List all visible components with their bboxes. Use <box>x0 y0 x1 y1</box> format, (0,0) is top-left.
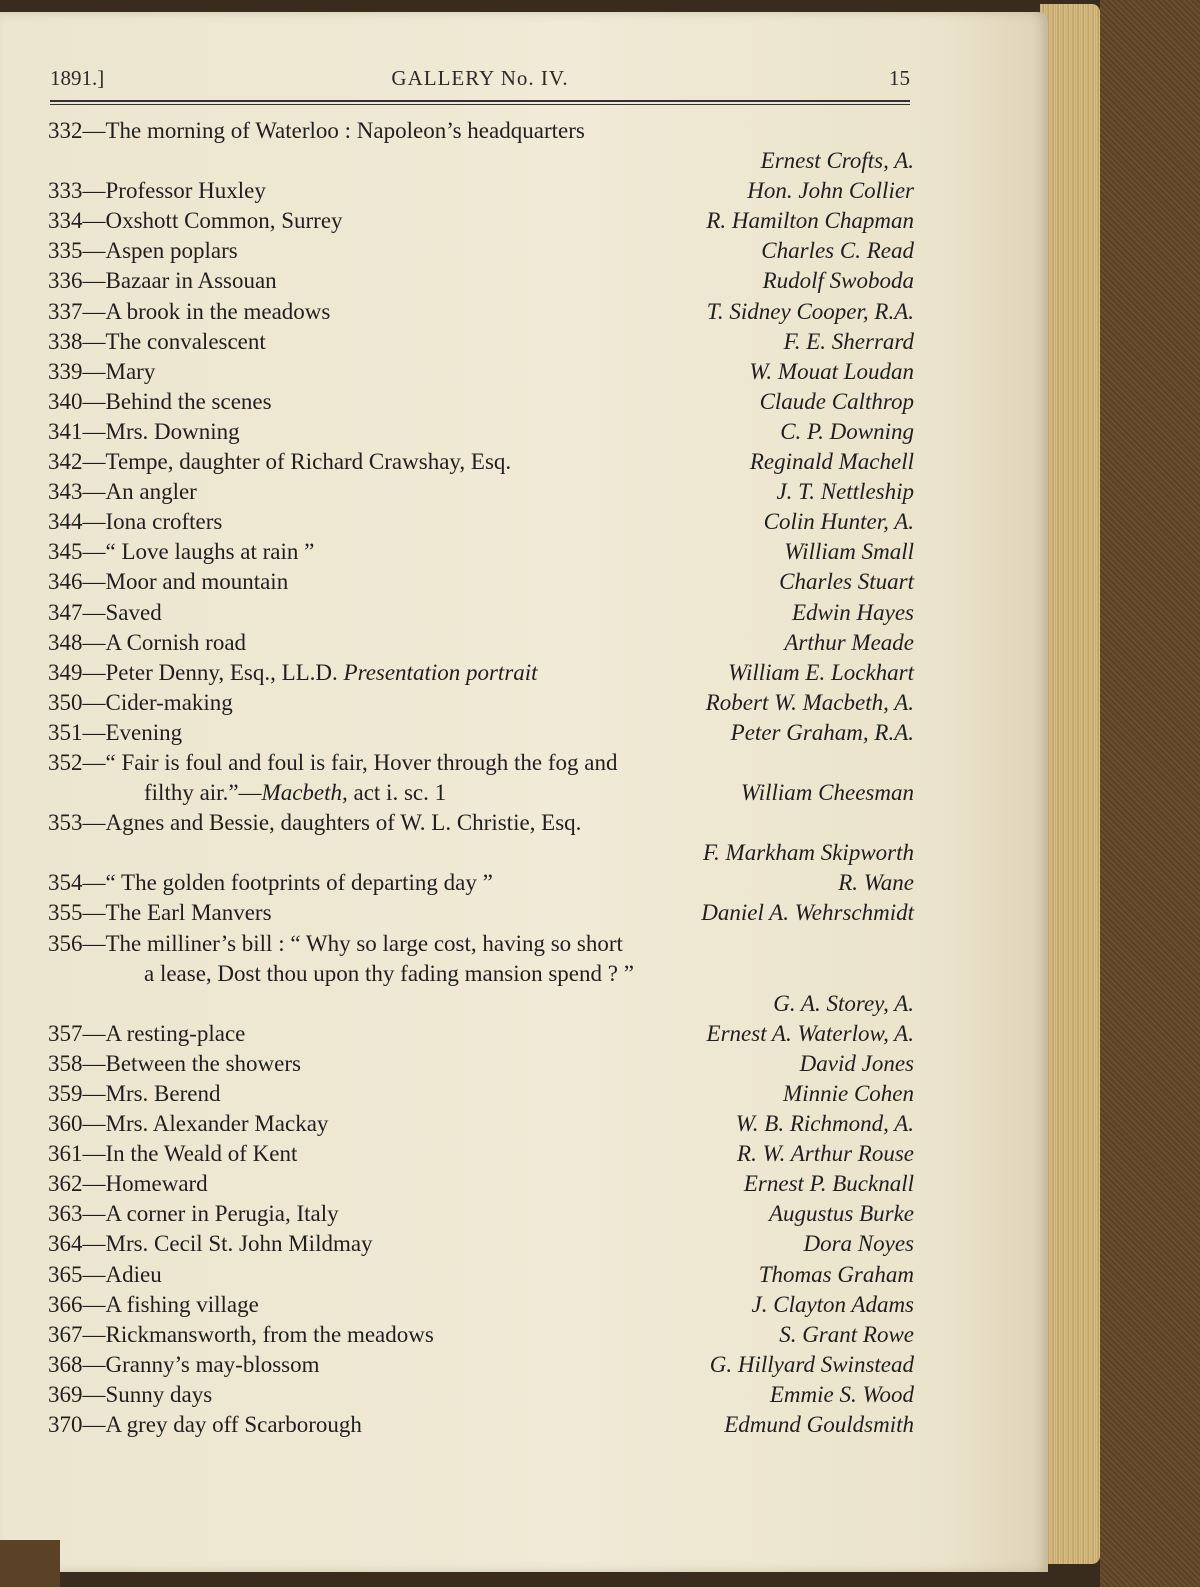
entry-title-text: Mrs. Alexander Mackay <box>105 1111 329 1137</box>
entry-number: 351 <box>48 719 83 745</box>
entry-title: 342—Tempe, daughter of Richard Crawshay, Esq. <box>48 449 512 475</box>
entry-title-part: a lease, Dost thou upon thy fading mansion spend ? ” <box>144 960 634 986</box>
entry-line <box>48 1199 914 1229</box>
entry-title-text: Mary <box>105 358 156 384</box>
entry-note: Presentation portrait <box>343 659 538 685</box>
entry-line <box>48 748 914 778</box>
entry-artist: David Jones <box>799 1050 914 1076</box>
entry-line <box>48 868 914 898</box>
entry-artist: Charles Stuart <box>779 569 914 595</box>
catalogue-entry <box>48 1350 914 1380</box>
catalogue-entry <box>48 567 914 597</box>
entry-title-continued <box>144 959 634 989</box>
catalogue-entry <box>48 236 914 266</box>
entry-title: 338—The convalescent <box>48 328 266 354</box>
catalogue-entry <box>48 507 914 537</box>
entry-title: 355—The Earl Manvers <box>48 900 272 926</box>
entry-title: 366—A fishing village <box>48 1291 259 1317</box>
entry-title-text: The milliner’s bill : “ Why so large cost, having so short <box>105 930 623 956</box>
entry-number: 354 <box>48 870 83 896</box>
entry-line <box>48 507 914 537</box>
entry-line <box>48 688 914 718</box>
entry-title-text: An angler <box>105 479 197 505</box>
catalogue-entry <box>48 1169 914 1199</box>
catalogue-entry <box>48 1260 914 1290</box>
entry-line <box>48 567 914 597</box>
entry-title-text: Granny’s may-blossom <box>105 1351 320 1377</box>
entry-title-text: Evening <box>105 719 183 745</box>
entry-title: 346—Moor and mountain <box>48 569 289 595</box>
entry-artist: T. Sidney Cooper, R.A. <box>706 298 914 324</box>
entry-title: 352—“ Fair is foul and foul is fair, Hover through the fog and <box>48 749 618 775</box>
entry-number: 370 <box>48 1412 83 1438</box>
entry-artist: Rudolf Swoboda <box>762 268 914 294</box>
entry-title: 333—Professor Huxley <box>48 178 266 204</box>
entry-title-text: The convalescent <box>105 328 266 354</box>
entry-title-text: Homeward <box>105 1171 208 1197</box>
entry-line <box>48 628 914 658</box>
page-edges <box>1040 4 1100 1564</box>
catalogue-entry <box>48 628 914 658</box>
entry-number: 345 <box>48 539 83 565</box>
entry-title-text: Aspen poplars <box>105 238 238 264</box>
entry-number: 348 <box>48 629 83 655</box>
entry-artist: W. B. Richmond, A. <box>735 1111 914 1137</box>
entry-line <box>48 1290 914 1320</box>
entry-number: 357 <box>48 1020 83 1046</box>
entry-artist: R. Wane <box>838 870 914 896</box>
entry-title-text: Agnes and Bessie, daughters of W. L. Christie, Esq. <box>105 810 582 836</box>
entry-artist: Minnie Cohen <box>783 1081 914 1106</box>
entry-number: 361 <box>48 1141 83 1167</box>
entry-title-text: A grey day off Scarborough <box>105 1412 362 1438</box>
header-rule <box>50 100 910 102</box>
header-year: 1891.] <box>50 66 105 90</box>
catalogue-list <box>48 116 914 1440</box>
entry-line <box>48 477 914 507</box>
catalogue-entry <box>48 357 914 387</box>
entry-line <box>48 838 914 868</box>
catalogue-entry <box>48 688 914 718</box>
entry-title: 361—In the Weald of Kent <box>48 1141 298 1167</box>
entry-number: 369 <box>48 1381 83 1407</box>
catalogue-entry <box>48 1320 914 1350</box>
entry-number: 342 <box>48 449 83 475</box>
entry-title-text: Bazaar in Assouan <box>105 268 277 294</box>
entry-number: 349 <box>48 659 83 685</box>
entry-artist: G. A. Storey, A. <box>773 990 914 1016</box>
entry-artist: G. Hillyard Swinstead <box>709 1351 914 1377</box>
catalogue-entry <box>48 1079 914 1109</box>
entry-title: 347—Saved <box>48 599 162 625</box>
entry-number: 347 <box>48 599 83 625</box>
entry-artist: Peter Graham, R.A. <box>730 719 914 745</box>
header-rule-thin <box>50 104 910 105</box>
catalogue-entry <box>48 808 914 868</box>
entry-number: 336 <box>48 268 83 294</box>
entry-line <box>48 598 914 628</box>
entry-line <box>48 266 914 296</box>
entry-artist: J. T. Nettleship <box>776 479 914 505</box>
entry-number: 362 <box>48 1171 83 1197</box>
entry-number: 343 <box>48 479 83 505</box>
entry-title: 363—A corner in Perugia, Italy <box>48 1201 339 1227</box>
entry-artist: Hon. John Collier <box>747 178 914 204</box>
entry-artist: C. P. Downing <box>780 418 914 444</box>
entry-artist: Charles C. Read <box>761 238 914 264</box>
entry-title-text: “ The golden footprints of departing day ” <box>105 870 493 896</box>
entry-line <box>48 1109 914 1139</box>
entry-line <box>48 116 914 146</box>
entry-line <box>48 1260 914 1290</box>
entry-title: 353—Agnes and Bessie, daughters of W. L. Christie, Esq. <box>48 810 582 836</box>
entry-title-part: act i. sc. 1 <box>347 780 447 806</box>
catalogue-entry <box>48 116 914 176</box>
entry-title: 350—Cider-making <box>48 689 233 715</box>
catalogue-entry <box>48 868 914 898</box>
entry-number: 359 <box>48 1081 83 1106</box>
entry-line <box>48 1320 914 1350</box>
entry-line <box>48 989 914 1019</box>
entry-artist: Ernest P. Bucknall <box>743 1171 914 1197</box>
catalogue-entry <box>48 748 914 808</box>
entry-number: 363 <box>48 1201 83 1227</box>
entry-title-text: In the Weald of Kent <box>105 1141 298 1167</box>
entry-artist: Robert W. Macbeth, A. <box>705 689 914 715</box>
entry-artist: W. Mouat Loudan <box>749 358 914 384</box>
entry-title-text: Saved <box>105 599 162 625</box>
entry-line <box>48 236 914 266</box>
catalogue-entry <box>48 176 914 206</box>
entry-number: 364 <box>48 1231 83 1257</box>
entry-title-text: The Earl Manvers <box>105 900 272 926</box>
entry-number: 367 <box>48 1321 83 1347</box>
entry-line <box>48 929 914 959</box>
entry-line <box>48 658 914 688</box>
entry-title: 365—Adieu <box>48 1261 162 1287</box>
catalogue-entry <box>48 718 914 748</box>
entry-title: 345—“ Love laughs at rain ” <box>48 539 315 565</box>
entry-title: 358—Between the showers <box>48 1050 301 1076</box>
entry-title: 339—Mary <box>48 358 156 384</box>
entry-number: 332 <box>48 118 83 143</box>
entry-line <box>48 898 914 928</box>
entry-line <box>48 778 914 808</box>
entry-artist: William Cheesman <box>740 780 914 806</box>
entry-artist: S. Grant Rowe <box>779 1321 914 1347</box>
entry-number: 339 <box>48 358 83 384</box>
entry-line <box>48 959 914 989</box>
entry-title-text: Iona crofters <box>105 509 223 535</box>
catalogue-entry <box>48 537 914 567</box>
catalogue-entry <box>48 1290 914 1320</box>
entry-line <box>48 1350 914 1380</box>
entry-number: 360 <box>48 1111 83 1137</box>
catalogue-entry <box>48 1229 914 1259</box>
entry-title-part: filthy air.”— <box>144 780 262 806</box>
entry-title: 336—Bazaar in Assouan <box>48 268 277 294</box>
catalogue-entry <box>48 327 914 357</box>
catalogue-entry <box>48 447 914 477</box>
entry-title-text: “ Fair is foul and foul is fair, Hover through the fog and <box>105 749 618 775</box>
catalogue-entry <box>48 929 914 1019</box>
catalogue-entry <box>48 1049 914 1079</box>
entry-artist: Edwin Hayes <box>791 599 914 625</box>
catalogue-entry <box>48 658 914 688</box>
entry-number: 352 <box>48 749 83 775</box>
page-number: 15 <box>889 66 910 90</box>
entry-title: 364—Mrs. Cecil St. John Mildmay <box>48 1231 373 1257</box>
entry-title-text: A brook in the meadows <box>105 298 331 324</box>
entry-number: 365 <box>48 1261 83 1287</box>
entry-title: 368—Granny’s may-blossom <box>48 1351 320 1377</box>
entry-title-text: Sunny days <box>105 1381 213 1407</box>
entry-number: 356 <box>48 930 83 956</box>
running-header <box>50 66 910 96</box>
entry-number: 338 <box>48 328 83 354</box>
catalogue-entry <box>48 1410 914 1440</box>
entry-artist: Claude Calthrop <box>759 388 914 414</box>
entry-number: 341 <box>48 418 83 444</box>
entry-line <box>48 357 914 387</box>
entry-title: 354—“ The golden footprints of departing day ” <box>48 870 493 896</box>
catalogue-entry <box>48 598 914 628</box>
entry-title: 359—Mrs. Berend <box>48 1081 221 1106</box>
catalogue-entry <box>48 898 914 928</box>
catalogue-entry <box>48 1380 914 1410</box>
entry-line <box>48 1410 914 1440</box>
entry-title: 357—A resting-place <box>48 1020 246 1046</box>
entry-title: 370—A grey day off Scarborough <box>48 1412 362 1438</box>
entry-title-text: Peter Denny, Esq., LL.D. <box>105 659 338 685</box>
entry-number: 353 <box>48 810 83 836</box>
catalogue-entry <box>48 1109 914 1139</box>
entry-number: 358 <box>48 1050 83 1076</box>
entry-title-text: Mrs. Downing <box>105 418 240 444</box>
catalogue-entry <box>48 206 914 236</box>
entry-line <box>48 1229 914 1259</box>
entry-artist: Edmund Gouldsmith <box>724 1412 914 1438</box>
catalogue-entry <box>48 1199 914 1229</box>
catalogue-entry <box>48 387 914 417</box>
entry-title-italic: Macbeth, <box>261 780 348 806</box>
entry-title: 334—Oxshott Common, Surrey <box>48 208 343 234</box>
catalogue-entry <box>48 1139 914 1169</box>
entry-title-text: Adieu <box>105 1261 162 1287</box>
entry-title: 335—Aspen poplars <box>48 238 238 264</box>
entry-title: 362—Homeward <box>48 1171 208 1197</box>
entry-number: 340 <box>48 388 83 414</box>
catalogue-entry <box>48 477 914 507</box>
entry-title-text: A Cornish road <box>105 629 247 655</box>
entry-number: 350 <box>48 689 83 715</box>
entry-artist: F. E. Sherrard <box>783 328 914 354</box>
entry-title-text: A resting-place <box>105 1020 246 1046</box>
entry-number: 366 <box>48 1291 83 1317</box>
entry-number: 333 <box>48 178 83 204</box>
entry-artist: R. Hamilton Chapman <box>706 208 914 234</box>
entry-artist: Arthur Meade <box>784 629 914 655</box>
entry-title-continued <box>144 778 446 808</box>
entry-artist: J. Clayton Adams <box>751 1291 914 1317</box>
entry-line <box>48 387 914 417</box>
entry-number: 368 <box>48 1351 83 1377</box>
entry-artist: Emmie S. Wood <box>769 1381 914 1407</box>
entry-title-text: Professor Huxley <box>105 178 266 204</box>
entry-title: 351—Evening <box>48 719 183 745</box>
entry-line <box>48 1019 914 1049</box>
entry-artist: Dora Noyes <box>803 1231 914 1257</box>
entry-title: 356—The milliner’s bill : “ Why so large cost, having so short <box>48 930 623 956</box>
entry-artist: Augustus Burke <box>768 1201 914 1227</box>
catalogue-entry <box>48 1019 914 1049</box>
entry-title: 343—An angler <box>48 479 197 505</box>
entry-line <box>48 1049 914 1079</box>
entry-number: 355 <box>48 900 83 926</box>
entry-line <box>48 297 914 327</box>
entry-artist: F. Markham Skipworth <box>702 840 914 866</box>
entry-title-text: Cider-making <box>105 689 233 715</box>
entry-title: 349—Peter Denny, Esq., LL.D. Presentation portrait <box>48 659 538 685</box>
entry-title: 344—Iona crofters <box>48 509 223 535</box>
entry-line <box>48 206 914 236</box>
entry-artist: Reginald Machell <box>749 449 914 475</box>
entry-line <box>48 417 914 447</box>
entry-artist: Ernest A. Waterlow, A. <box>706 1020 914 1046</box>
entry-line <box>48 808 914 838</box>
header-gallery-title: GALLERY No. IV. <box>391 66 569 90</box>
entry-line <box>48 1079 914 1109</box>
entry-number: 335 <box>48 238 83 264</box>
entry-title-text: “ Love laughs at rain ” <box>105 539 315 565</box>
entry-number: 346 <box>48 569 83 595</box>
entry-line <box>48 1139 914 1169</box>
entry-line <box>48 537 914 567</box>
entry-artist: R. W. Arthur Rouse <box>737 1141 914 1167</box>
entry-number: 344 <box>48 509 83 535</box>
entry-artist: Thomas Graham <box>758 1261 914 1287</box>
entry-title: 337—A brook in the meadows <box>48 298 331 324</box>
entry-title: 348—A Cornish road <box>48 629 247 655</box>
cover-corner <box>0 1540 60 1587</box>
catalogue-entry <box>48 297 914 327</box>
entry-line <box>48 146 914 176</box>
entry-title-text: Between the showers <box>105 1050 301 1076</box>
book-cover <box>1100 0 1200 1587</box>
catalogue-entry <box>48 417 914 447</box>
entry-title-text: Oxshott Common, Surrey <box>105 208 343 234</box>
entry-title-text: Behind the scenes <box>105 388 272 414</box>
entry-artist: Ernest Crofts, A. <box>760 148 914 174</box>
entry-line <box>48 176 914 206</box>
entry-number: 337 <box>48 298 83 324</box>
entry-title-text: Moor and mountain <box>105 569 289 595</box>
entry-artist: Daniel A. Wehrschmidt <box>701 900 914 926</box>
entry-number: 334 <box>48 208 83 234</box>
entry-title: 340—Behind the scenes <box>48 388 272 414</box>
entry-artist: Colin Hunter, A. <box>763 509 914 535</box>
entry-line <box>48 1380 914 1410</box>
entry-title-text: Mrs. Berend <box>105 1081 221 1106</box>
entry-title-text: Rickmansworth, from the meadows <box>105 1321 434 1347</box>
entry-artist: William E. Lockhart <box>728 659 914 685</box>
entry-title-text: A corner in Perugia, Italy <box>105 1201 339 1227</box>
entry-title: 369—Sunny days <box>48 1381 213 1407</box>
entry-line <box>48 718 914 748</box>
entry-title-text: Tempe, daughter of Richard Crawshay, Esq. <box>105 449 512 475</box>
entry-line <box>48 1169 914 1199</box>
catalogue-entry <box>48 266 914 296</box>
entry-title-text: Mrs. Cecil St. John Mildmay <box>105 1231 373 1257</box>
entry-line <box>48 447 914 477</box>
entry-title: 341—Mrs. Downing <box>48 418 240 444</box>
entry-title: 332—The morning of Waterloo : Napoleon’s headquarters <box>48 118 585 143</box>
entry-title: 367—Rickmansworth, from the meadows <box>48 1321 434 1347</box>
entry-title: 360—Mrs. Alexander Mackay <box>48 1111 329 1137</box>
entry-line <box>48 327 914 357</box>
entry-title-text: The morning of Waterloo : Napoleon’s headquarters <box>105 118 585 143</box>
entry-title-text: A fishing village <box>105 1291 259 1317</box>
entry-artist: William Small <box>784 539 914 565</box>
